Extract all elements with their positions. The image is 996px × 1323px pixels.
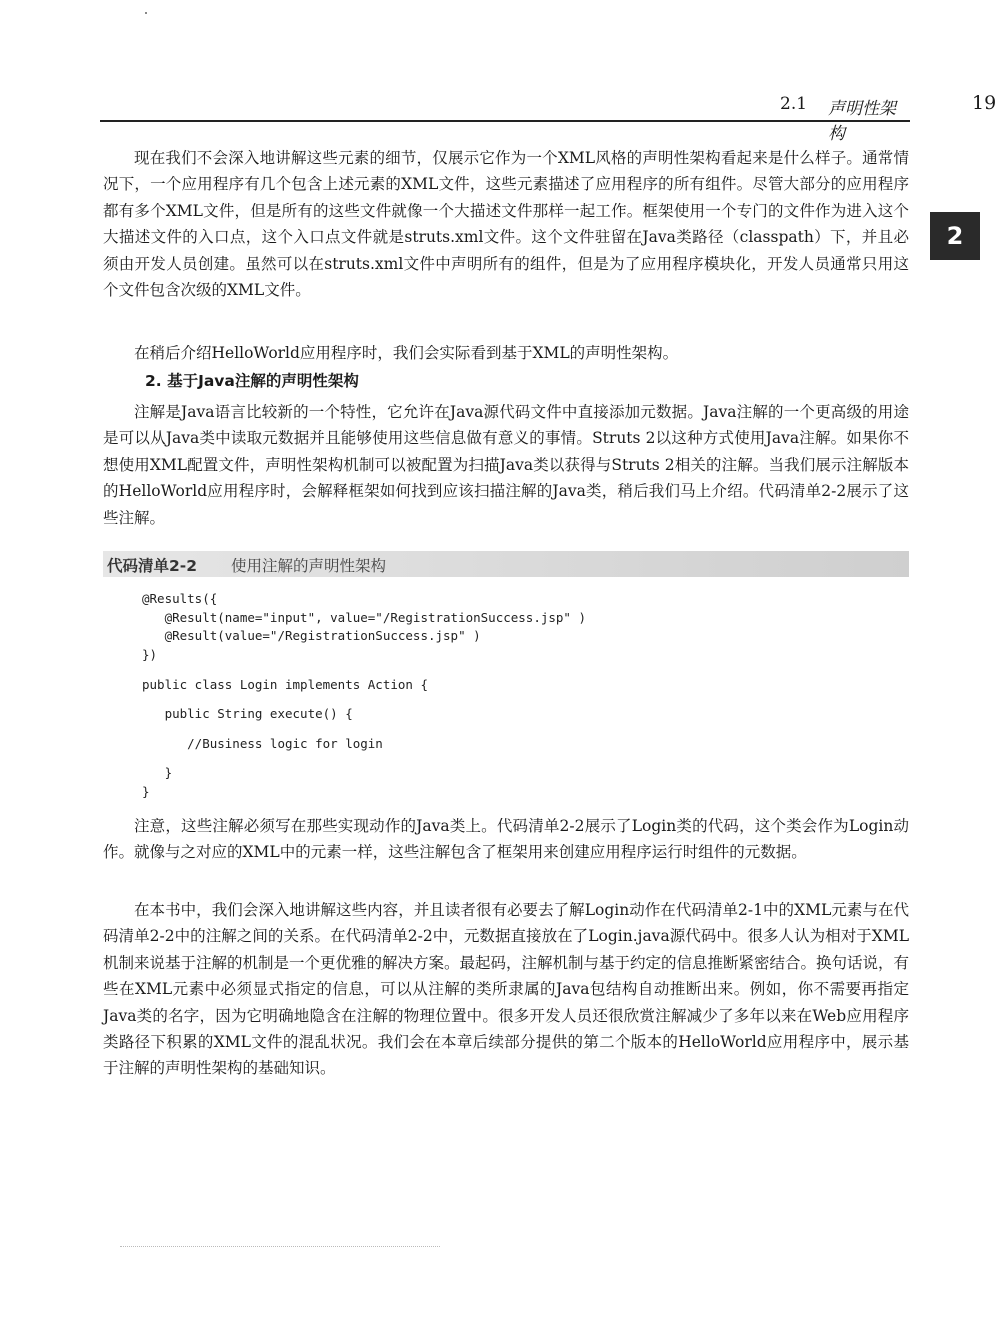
- code-line: }: [142, 765, 173, 780]
- subsection-heading: 2. 基于Java注解的声明性架构: [145, 372, 359, 390]
- code-line: @Result(value="/RegistrationSuccess.jsp" ): [142, 628, 481, 643]
- paragraph: 注解是Java语言比较新的一个特性，它允许在Java源代码文件中直接添加元数据。Java注解的一个更高级的用途是可以从Java类中读取元数据并且能够使用这些信息做有意义的事情。Struts 2以这种方式使用Java注解。如果你不想使用XML配置文件，声明性架构机制可以被配置为扫描Java类以获得与Struts 2相关的注解。当我们展示注解版本的HelloWorld应用程序时，会解释框架如何找到应该扫描注解的Java类，稍后我们马上介绍。代码清单2-2展示了这些注解。: [103, 403, 909, 527]
- code-listing-caption: [103, 551, 909, 577]
- code-line: @Result(name="input", value="/RegistrationSuccess.jsp" ): [142, 610, 587, 625]
- body-block-3: [103, 399, 909, 531]
- scan-speck: [145, 12, 147, 14]
- scan-artifact: [120, 1246, 440, 1249]
- page-number: 19: [972, 92, 996, 114]
- code-line: }): [142, 647, 158, 662]
- body-block-5: [103, 897, 909, 1082]
- paragraph: 在本书中，我们会深入地讲解这些内容，并且读者很有必要去了解Login动作在代码清单2-1中的XML元素与在代码清单2-2中的注解之间的关系。在代码清单2-2中，元数据直接放在了Login.java源代码中。很多人认为相对于XML机制来说基于注解的机制是一个更优雅的解决方案。最起码，注解机制与基于约定的信息推断紧密结合。换句话说，有些在XML元素中必须显式指定的信息，可以从注解的类所隶属的Java包结构自动推断出来。例如，你不需要再指定Java类的名字，因为它明确地隐含在注解的物理位置中。很多开发人员还很欣赏注解减少了多年以来在Web应用程序类路径下积累的XML文件的混乱状况。我们会在本章后续部分提供的第二个版本的HelloWorld应用程序中，展示基于注解的声明性架构的基础知识。: [103, 901, 910, 1078]
- listing-caption: 使用注解的声明性架构: [231, 557, 387, 575]
- paragraph: 在稍后介绍HelloWorld应用程序时，我们会实际看到基于XML的声明性架构。: [134, 344, 679, 362]
- code-line: public String execute() {: [142, 706, 353, 721]
- code-line: @Results({: [142, 591, 218, 606]
- body-block-1: [103, 145, 909, 303]
- chapter-tab: 2: [930, 212, 980, 260]
- running-header: [100, 92, 996, 144]
- listing-number: 代码清单2-2: [107, 557, 198, 575]
- paragraph: 注意，这些注解必须写在那些实现动作的Java类上。代码清单2-2展示了Login类的代码，这个类会作为Login动作。就像与之对应的XML中的元素一样，这些注解包含了框架用来创建应用程序运行时组件的元数据。: [103, 817, 909, 862]
- code-line: //Business logic for login: [142, 736, 383, 751]
- paragraph: 现在我们不会深入地讲解这些元素的细节，仅展示它作为一个XML风格的声明性架构看起来是什么样子。通常情况下，一个应用程序有几个包含上述元素的XML文件，这些元素描述了应用程序的所有组件。尽管大部分的应用程序都有多个XML文件，但是所有的这些文件就像一个大描述文件那样一起工作。框架使用一个专门的文件作为进入这个大描述文件的入口点，这个入口点文件就是struts.xml文件。这个文件驻留在Java类路径（classpath）下，并且必须由开发人员创建。虽然可以在struts.xml文件中声明所有的组件，但是为了应用程序模块化，开发人员通常只用这个文件包含次级的XML文件。: [103, 149, 909, 300]
- code-line: }: [142, 784, 150, 799]
- code-line: public class Login implements Action {: [142, 677, 428, 692]
- header-section-number: 2.1: [780, 94, 808, 114]
- body-block-4: [103, 813, 909, 866]
- header-section-title: 声明性架构: [828, 99, 896, 144]
- body-block-2: [103, 340, 909, 366]
